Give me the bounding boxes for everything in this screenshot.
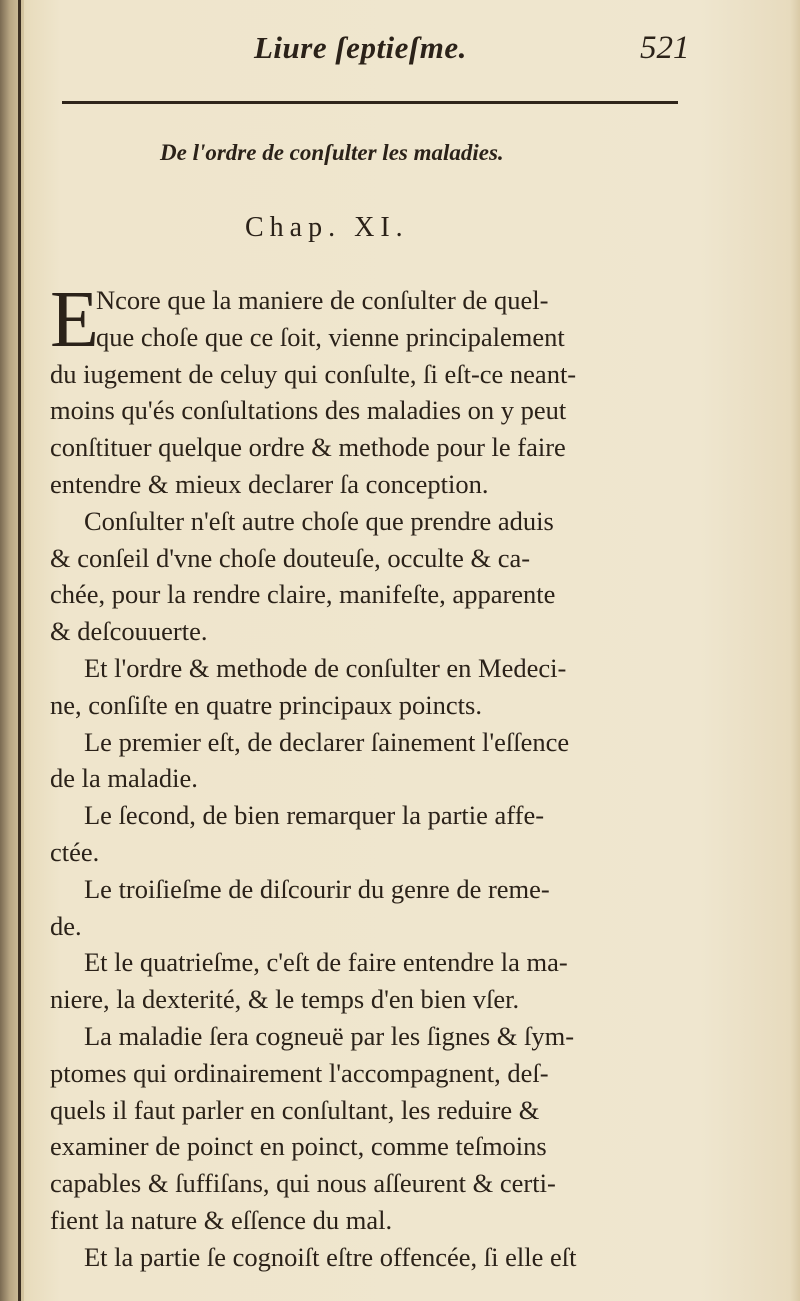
- text-line: examiner de poinct en poinct, comme teſmoins: [50, 1131, 547, 1162]
- header-rule: [62, 101, 678, 104]
- running-title: Liure ſeptieſme.: [254, 30, 467, 65]
- page-number: 521: [640, 30, 690, 66]
- text-line: conſtituer quelque ordre & methode pour le faire: [50, 432, 566, 463]
- text-line: Conſulter n'eſt autre choſe que prendre aduis: [84, 505, 554, 536]
- text-line: entendre & mieux declarer ſa conception.: [50, 468, 489, 499]
- text-line: du iugement de celuy qui conſulte, ſi eſt-ce neant-: [50, 358, 577, 389]
- text-line: Ncore que la maniere de conſulter de quel-: [96, 285, 549, 315]
- binding-edge: [18, 0, 21, 1301]
- text-line: ctée.: [50, 836, 100, 867]
- text-line: ne, conſiſte en quatre principaux poincts.: [50, 689, 482, 720]
- text-line: chée, pour la rendre claire, manifeſte, apparente: [50, 579, 556, 610]
- text-line: Le troiſieſme de diſcourir du genre de reme-: [84, 873, 550, 904]
- text-line: de.: [50, 910, 82, 941]
- body-text: [50, 276, 700, 1276]
- text-line: que choſe que ce ſoit, vienne principalement: [96, 321, 565, 352]
- section-title: De l'ordre de conſulter les maladies.: [160, 140, 504, 165]
- text-line: Et l'ordre & methode de conſulter en Medeci-: [84, 652, 567, 683]
- text-line: La maladie ſera cogneuë par les ſignes & ſym-: [84, 1020, 575, 1051]
- opening-paragraph: [50, 276, 700, 503]
- text-line: de la maladie.: [50, 763, 198, 794]
- text-line: capables & ſuffiſans, qui nous aſſeurent & certi-: [50, 1168, 556, 1199]
- text-line: moins qu'és conſultations des maladies on y peut: [50, 395, 567, 426]
- text-line: & deſcouuerte.: [50, 616, 208, 647]
- text-line: quels il faut parler en conſultant, les reduire &: [50, 1094, 540, 1125]
- text-line: niere, la dexterité, & le temps d'en bien vſer.: [50, 984, 520, 1015]
- chapter-heading: Chap. XI.: [245, 212, 409, 243]
- text-line: Et la partie ſe cognoiſt eſtre offencée, ſi elle eſt: [84, 1241, 577, 1272]
- text-line: Le ſecond, de bien remarquer la partie affe-: [84, 800, 545, 831]
- text-line: fient la nature & eſſence du mal.: [50, 1204, 393, 1235]
- running-head: [0, 26, 800, 76]
- text-line: Et le quatrieſme, c'eſt de faire entendre la ma-: [84, 947, 568, 978]
- text-line: Le premier eſt, de declarer ſainement l'eſſence: [84, 726, 570, 757]
- drop-cap: E: [50, 276, 99, 364]
- text-line: & conſeil d'vne choſe douteuſe, occulte & ca-: [50, 542, 531, 573]
- text-line: ptomes qui ordinairement l'accompagnent, deſ-: [50, 1057, 549, 1088]
